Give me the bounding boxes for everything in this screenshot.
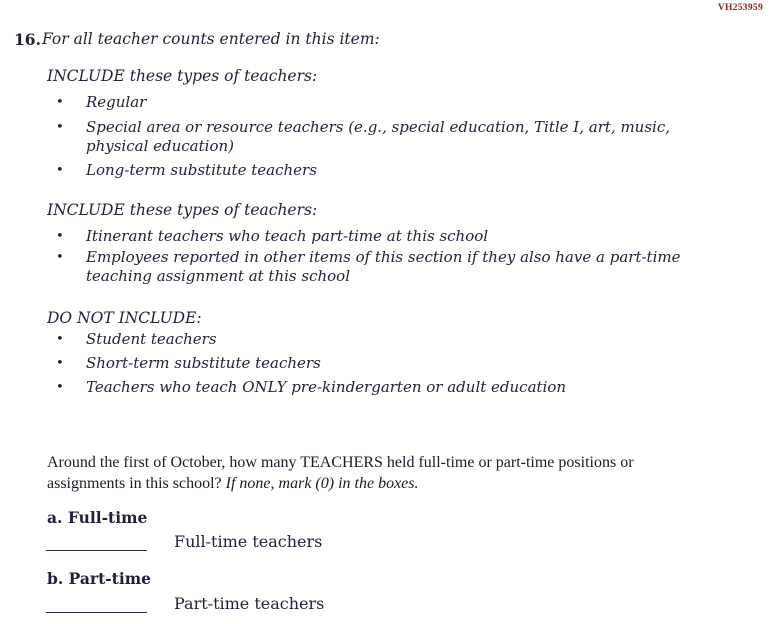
bullet-text: Employees reported in other items of this section if they also have a part-time teaching assignment at this school xyxy=(86,248,681,285)
question-text xyxy=(47,453,697,494)
bullet-icon: • xyxy=(56,332,64,347)
item-title: For all teacher counts entered in this item: xyxy=(42,30,380,48)
full-time-label: a. Full-time xyxy=(47,508,148,527)
list-item xyxy=(47,354,686,373)
bullet-icon: • xyxy=(56,229,64,244)
bullet-text: Short-term substitute teachers xyxy=(86,354,321,372)
full-time-unit-label: Full-time teachers xyxy=(174,532,323,551)
include-section-2-heading: INCLUDE these types of teachers: xyxy=(47,201,318,219)
list-item xyxy=(47,93,686,112)
bullet-icon: • xyxy=(56,356,64,371)
bullet-text: Itinerant teachers who teach part-time at this school xyxy=(86,227,489,245)
bullet-text: Long-term substitute teachers xyxy=(86,161,317,179)
bullet-text: Special area or resource teachers (e.g., special education, Title I, art, music, physical education) xyxy=(86,118,670,155)
list-item xyxy=(47,118,686,155)
bullet-icon: • xyxy=(56,163,64,178)
list-item xyxy=(47,248,686,285)
item-number: 16. xyxy=(14,30,41,49)
part-time-unit-label: Part-time teachers xyxy=(174,594,325,613)
do-not-include-heading: DO NOT INCLUDE: xyxy=(47,309,202,327)
full-time-count-input[interactable] xyxy=(46,533,147,551)
list-item xyxy=(47,378,686,397)
bullet-text: Regular xyxy=(86,93,147,111)
bullet-text: Student teachers xyxy=(86,330,217,348)
list-item xyxy=(47,227,686,246)
include-section-1-heading: INCLUDE these types of teachers: xyxy=(47,67,318,85)
bullet-icon: • xyxy=(56,95,64,110)
part-time-label: b. Part-time xyxy=(47,569,151,588)
list-item xyxy=(47,330,686,349)
part-time-answer-row xyxy=(46,594,324,613)
bullet-icon: • xyxy=(56,380,64,395)
bullet-icon: • xyxy=(56,250,64,265)
part-time-count-input[interactable] xyxy=(46,595,147,613)
bullet-text: Teachers who teach ONLY pre-kindergarten or adult education xyxy=(86,378,567,396)
list-item xyxy=(47,161,686,180)
bullet-icon: • xyxy=(56,120,64,135)
question-main: Around the first of October, how many TEACHERS held full-time or part-time positions or assignments in this school? xyxy=(47,454,634,492)
item-header xyxy=(14,30,380,49)
question-instruction: If none, mark (0) in the boxes. xyxy=(225,474,419,492)
form-code: VH253959 xyxy=(717,3,763,13)
full-time-answer-row xyxy=(46,532,322,551)
